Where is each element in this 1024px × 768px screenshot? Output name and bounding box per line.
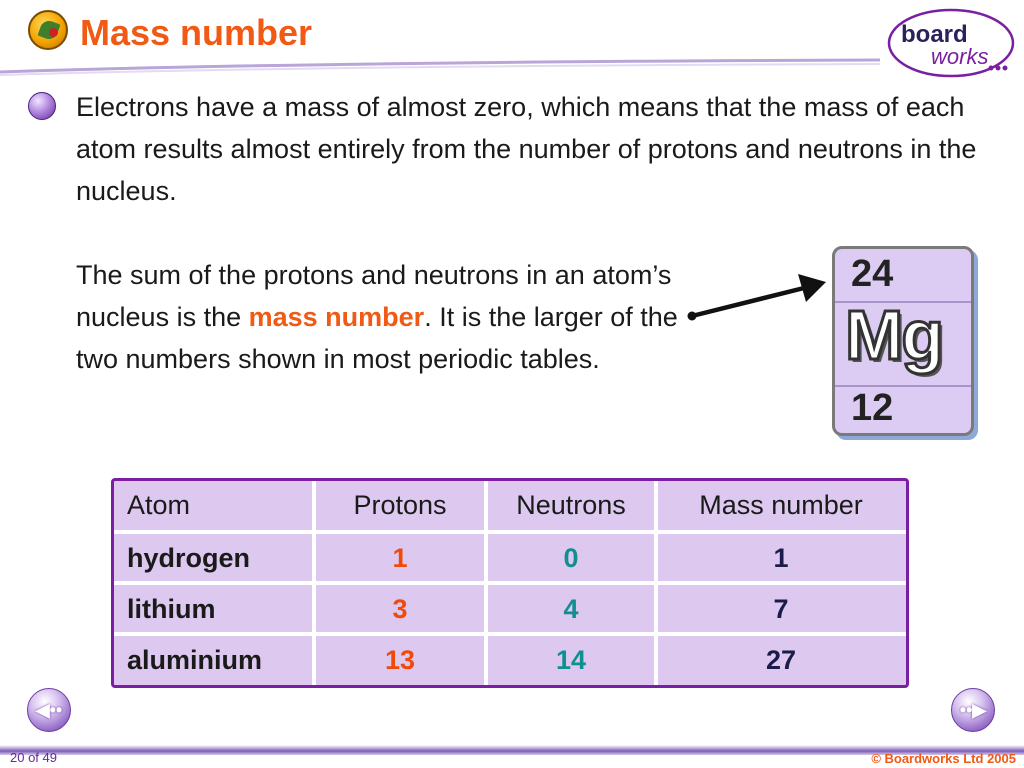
previous-slide-icon: ◀•• [35,699,63,720]
table-row [114,636,906,685]
next-slide-button[interactable] [951,688,995,732]
atom-name: aluminium [127,645,263,675]
magnesium-element-tile [832,246,974,436]
pointer-arrow [686,270,832,330]
table-row [114,585,906,634]
table-row-divider [114,581,906,585]
protons-value: 3 [392,594,408,624]
mass-number-value: 1 [773,543,789,573]
mass-number-paragraph [76,254,716,380]
paragraph-text-after: . It is the larger of the two numbers shown in most periodic tables. [76,302,678,374]
protons-value: 1 [392,543,408,573]
header-protons: Protons [353,490,447,520]
table-row-divider [114,530,906,534]
table-header-row [114,481,906,530]
copyright-notice: © Boardworks Ltd 2005 [871,751,1016,766]
next-slide-icon: ••▶ [959,699,987,720]
tile-mass-number: 24 [851,253,894,295]
neutrons-value: 4 [563,594,579,624]
neutrons-value: 14 [555,645,587,675]
header-neutrons: Neutrons [516,490,626,520]
table-row-divider [114,632,906,636]
atom-name: hydrogen [127,543,251,573]
previous-slide-button[interactable] [27,688,71,732]
mass-number-value: 7 [773,594,789,624]
header-divider [0,58,880,76]
mass-number-value: 27 [765,645,797,675]
atom-name: lithium [127,594,216,624]
intro-paragraph: Electrons have a mass of almost zero, which means that the mass of each atom results almost entirely from the number of protons and neutrons in the nucleus. [76,92,977,206]
protons-value: 13 [384,645,416,675]
table-row [114,534,906,583]
title-badge-icon [28,10,68,50]
svg-text:board: board [901,21,968,48]
header-atom: Atom [127,490,191,520]
mass-number-highlight: mass number [248,302,425,332]
boardworks-logo [885,6,1017,80]
svg-text:works: works [931,44,989,69]
header-mass-number: Mass number [699,490,863,520]
paragraph-text-before: The sum of the protons and neutrons in an atom’s nucleus is the [76,260,672,332]
tile-atomic-number: 12 [851,387,894,429]
mass-number-table [111,478,909,688]
page-indicator: 20 of 49 [10,750,57,765]
page-title: Mass number [80,12,313,53]
neutrons-value: 0 [563,543,579,573]
bullet-icon [28,92,56,120]
tile-element-symbol: Mg [845,296,943,374]
